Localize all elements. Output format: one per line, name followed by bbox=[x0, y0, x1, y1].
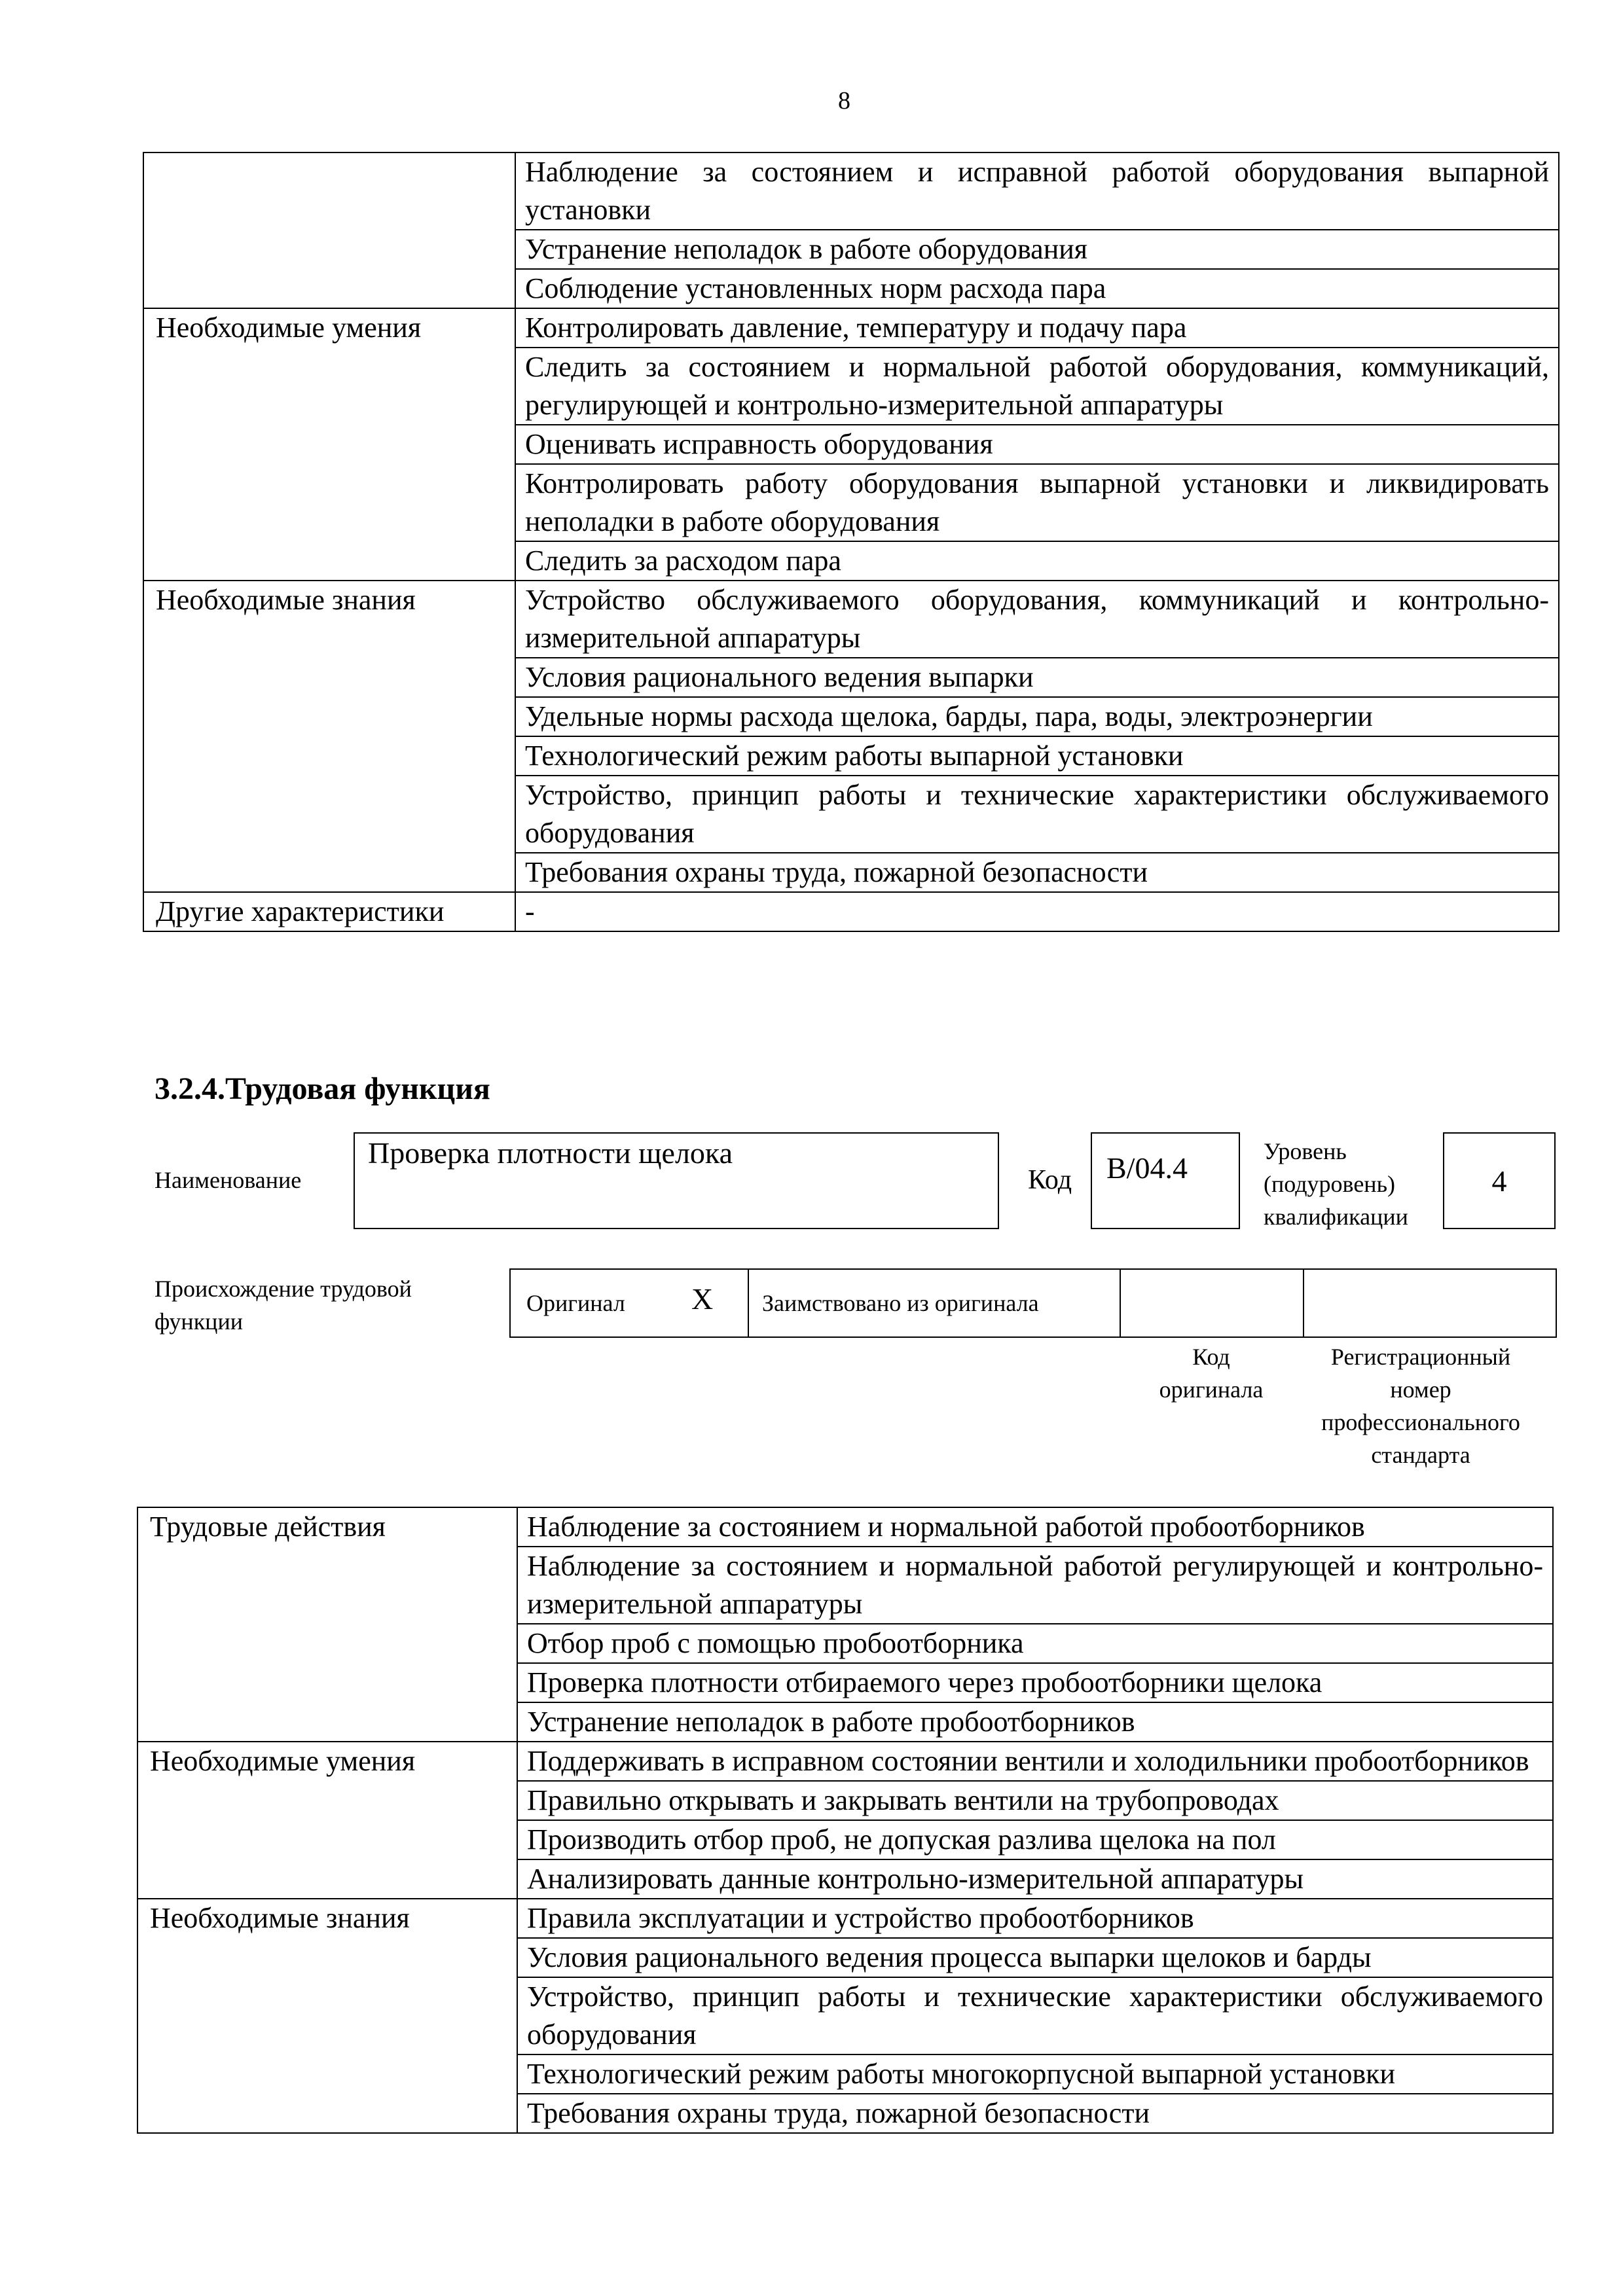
table-cell: Оценивать исправность оборудования bbox=[515, 425, 1559, 464]
table-cell: Поддерживать в исправном состоянии вентили и холодильники пробоотборников bbox=[517, 1742, 1553, 1781]
origin-divider bbox=[1303, 1270, 1304, 1336]
table-cell: Правильно открывать и закрывать вентили на трубопроводах bbox=[517, 1781, 1553, 1820]
caption-line: стандарта bbox=[1371, 1442, 1470, 1468]
table-cell: Требования охраны труда, пожарной безопасности bbox=[515, 853, 1559, 892]
skills-table-continued bbox=[143, 152, 1559, 932]
caption-line: номер bbox=[1390, 1376, 1451, 1403]
table-cell: Удельные нормы расхода щелока, барды, пара, воды, электроэнергии bbox=[515, 697, 1559, 736]
table-cell: Производить отбор проб, не допуская разлива щелока на пол bbox=[517, 1820, 1553, 1859]
original-mark: X bbox=[691, 1282, 714, 1316]
table-row bbox=[143, 581, 1559, 658]
original-label: Оригинал bbox=[526, 1290, 625, 1316]
origin-divider bbox=[1120, 1270, 1121, 1336]
origin-label bbox=[155, 1272, 412, 1338]
table-cell: Соблюдение установленных норм расхода пара bbox=[515, 269, 1559, 308]
row-label-actions: Трудовые действия bbox=[137, 1507, 517, 1742]
origin-label-line: Происхождение трудовой bbox=[155, 1276, 412, 1302]
table-row bbox=[137, 1899, 1553, 1938]
caption-line: профессионального bbox=[1321, 1409, 1520, 1435]
table-cell: Требования охраны труда, пожарной безопасности bbox=[517, 2094, 1553, 2133]
row-label-knowledge: Необходимые знания bbox=[143, 581, 515, 892]
table-cell: Анализировать данные контрольно-измерительной аппаратуры bbox=[517, 1859, 1553, 1899]
labor-function-table bbox=[137, 1507, 1554, 2134]
table-cell: Технологический режим работы многокорпусной выпарной установки bbox=[517, 2054, 1553, 2094]
function-name-box bbox=[354, 1132, 999, 1229]
origin-box bbox=[509, 1268, 1557, 1338]
level-label-line: (подуровень) bbox=[1264, 1171, 1395, 1197]
function-name-value: Проверка плотности щелока bbox=[368, 1136, 733, 1170]
table-cell: Наблюдение за состоянием и нормальной работой пробоотборников bbox=[517, 1507, 1553, 1547]
row-label-knowledge: Необходимые знания bbox=[137, 1899, 517, 2133]
table-cell: Контролировать давление, температуру и подачу пара bbox=[515, 308, 1559, 348]
code-label: Код bbox=[1028, 1165, 1072, 1195]
section-heading: 3.2.4.Трудовая функция bbox=[155, 1071, 490, 1106]
name-label: Наименование bbox=[155, 1167, 302, 1193]
code-value: В/04.4 bbox=[1106, 1151, 1188, 1185]
table-cell: Отбор проб с помощью пробоотборника bbox=[517, 1624, 1553, 1663]
table-cell: Устранение неполадок в работе оборудования bbox=[515, 230, 1559, 269]
level-label-line: квалификации bbox=[1264, 1204, 1408, 1230]
table-cell: Условия рационального ведения выпарки bbox=[515, 658, 1559, 697]
table-cell: Устройство, принцип работы и технические характеристики обслуживаемого оборудования bbox=[517, 1977, 1553, 2054]
table-row bbox=[137, 1507, 1553, 1547]
row-label-skills: Необходимые умения bbox=[143, 308, 515, 581]
borrowed-label: Заимствовано из оригинала bbox=[762, 1290, 1039, 1316]
table-cell: Условия рационального ведения процесса выпарки щелоков и барды bbox=[517, 1938, 1553, 1977]
table-cell: Устройство, принцип работы и технические характеристики обслуживаемого оборудования bbox=[515, 776, 1559, 853]
level-value: 4 bbox=[1443, 1132, 1556, 1229]
caption-line: оригинала bbox=[1159, 1376, 1264, 1403]
row-label-other: Другие характеристики bbox=[143, 892, 515, 931]
caption-line: Код bbox=[1192, 1344, 1230, 1370]
table-cell: Следить за состоянием и нормальной работой оборудования, коммуникаций, регулирующей и контрольно-измерительной аппаратуры bbox=[515, 348, 1559, 425]
table-row bbox=[143, 892, 1559, 931]
row-label-skills: Необходимые умения bbox=[137, 1742, 517, 1899]
table-cell: Контролировать работу оборудования выпарной установки и ликвидировать неполадки в работе оборудования bbox=[515, 464, 1559, 541]
reg-number-caption bbox=[1296, 1340, 1545, 1471]
table-cell: Следить за расходом пара bbox=[515, 541, 1559, 581]
code-original-caption bbox=[1133, 1340, 1290, 1406]
table-cell: Наблюдение за состоянием и исправной работой оборудования выпарной установки bbox=[515, 152, 1559, 230]
table-cell: Устройство обслуживаемого оборудования, коммуникаций и контрольно-измерительной аппаратуры bbox=[515, 581, 1559, 658]
level-label-line: Уровень bbox=[1264, 1138, 1347, 1164]
table-cell: Наблюдение за состоянием и нормальной работой регулирующей и контрольно-измерительной аппаратуры bbox=[517, 1547, 1553, 1624]
table-cell: Проверка плотности отбираемого через пробоотборники щелока bbox=[517, 1663, 1553, 1702]
row-label bbox=[143, 152, 515, 308]
table-cell: Технологический режим работы выпарной установки bbox=[515, 736, 1559, 776]
origin-divider bbox=[748, 1270, 749, 1336]
page-number: 8 bbox=[838, 87, 850, 115]
table-row bbox=[143, 308, 1559, 348]
code-box bbox=[1091, 1132, 1240, 1229]
level-label bbox=[1264, 1135, 1408, 1233]
table-cell: Правила эксплуатации и устройство пробоотборников bbox=[517, 1899, 1553, 1938]
table-cell: Устранение неполадок в работе пробоотборников bbox=[517, 1702, 1553, 1742]
table-row bbox=[143, 152, 1559, 230]
origin-label-line: функции bbox=[155, 1308, 243, 1335]
table-row bbox=[137, 1742, 1553, 1781]
caption-line: Регистрационный bbox=[1330, 1344, 1511, 1370]
table-cell: - bbox=[515, 892, 1559, 931]
